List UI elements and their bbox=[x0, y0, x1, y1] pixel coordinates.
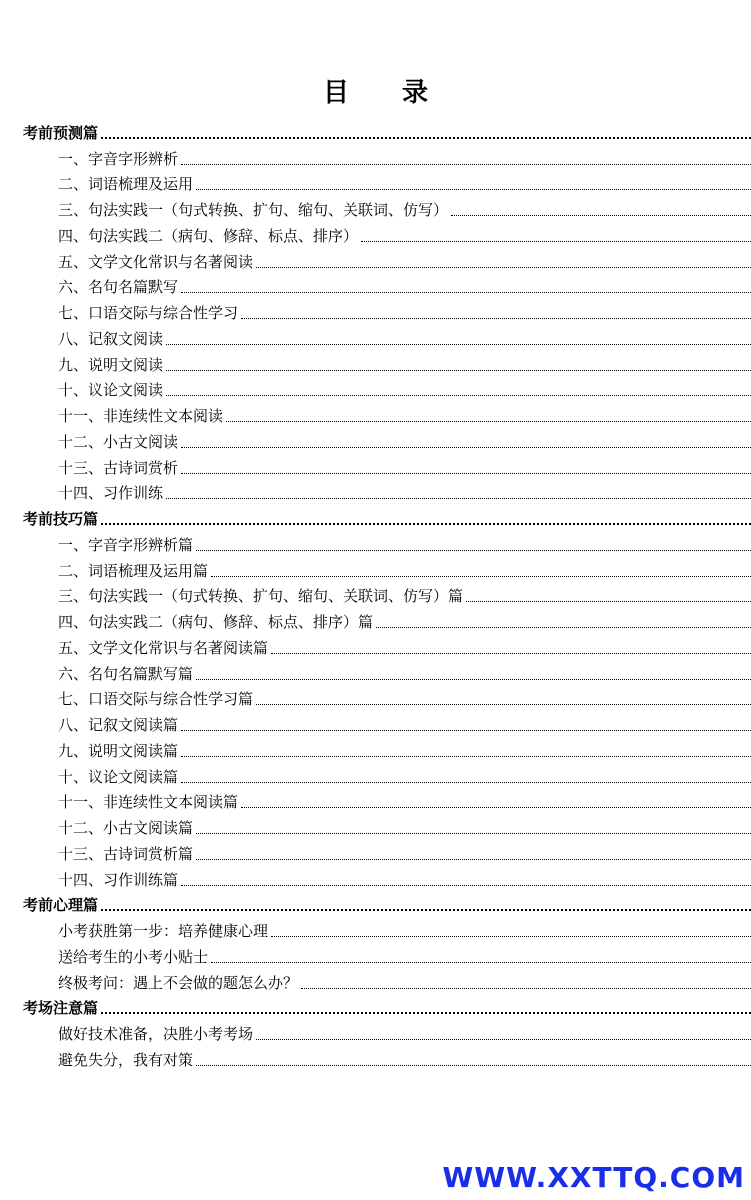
toc-entry[interactable] bbox=[0, 220, 751, 246]
toc-entry[interactable] bbox=[0, 478, 751, 504]
toc-dot-leader bbox=[101, 523, 751, 525]
toc-entry[interactable] bbox=[0, 735, 751, 761]
toc-entry[interactable] bbox=[0, 606, 751, 632]
toc-dot-leader bbox=[101, 909, 751, 911]
toc-entry[interactable] bbox=[0, 426, 751, 452]
toc-dot-leader bbox=[101, 1012, 751, 1014]
toc-entry-label: 小考获胜第一步：培养健康心理 bbox=[58, 922, 269, 940]
toc-entry-label: 一、字音字形辨析篇 bbox=[58, 535, 194, 554]
toc-entry[interactable] bbox=[0, 967, 751, 993]
toc-entry[interactable] bbox=[0, 812, 751, 838]
toc-entry[interactable] bbox=[0, 915, 751, 941]
toc-entry[interactable] bbox=[0, 297, 751, 323]
toc-dot-leader bbox=[181, 756, 751, 757]
toc-entry[interactable] bbox=[0, 246, 751, 272]
toc-entry-label: 三、句法实践一（句式转换、扩句、缩句、关联词、仿写） bbox=[58, 201, 449, 219]
toc-entry-label: 七、口语交际与综合性学习篇 bbox=[58, 690, 254, 709]
toc-entry[interactable] bbox=[0, 632, 751, 658]
toc-entry-label: 十三、古诗词赏析 bbox=[58, 458, 179, 477]
toc-entry-label: 终极考问：遇上不会做的题怎么办？ bbox=[58, 973, 299, 992]
toc-section-label: 考前心理篇 bbox=[23, 896, 99, 915]
toc-entry-label: 做好技术准备，决胜小考考场 bbox=[58, 1025, 254, 1043]
toc-entry-label: 六、名句名篇默写篇 bbox=[58, 664, 194, 683]
toc-section-label: 考场注意篇 bbox=[23, 999, 99, 1018]
toc-entry-label: 八、记叙文阅读篇 bbox=[58, 716, 179, 734]
toc-entry-label: 五、文学文化常识与名著阅读篇 bbox=[58, 638, 269, 657]
toc-entry[interactable] bbox=[0, 375, 751, 401]
toc-dot-leader bbox=[196, 550, 751, 551]
page-title: 目 录 bbox=[322, 78, 451, 108]
toc-dot-leader bbox=[181, 447, 751, 448]
toc-dot-leader bbox=[256, 267, 751, 268]
toc-dot-leader bbox=[181, 473, 751, 474]
toc-entry-label: 九、说明文阅读篇 bbox=[58, 741, 179, 760]
toc-entry[interactable] bbox=[0, 323, 751, 349]
toc-section-heading[interactable] bbox=[0, 993, 751, 1019]
toc-dot-leader bbox=[256, 1039, 751, 1040]
toc-entry[interactable] bbox=[0, 864, 751, 890]
toc-entry[interactable] bbox=[0, 143, 751, 169]
toc-entry[interactable] bbox=[0, 169, 751, 195]
toc-dot-leader bbox=[196, 859, 751, 860]
toc-entry[interactable] bbox=[0, 194, 751, 220]
toc-entry-label: 十四、习作训练 bbox=[58, 484, 164, 503]
toc-dot-leader bbox=[241, 318, 751, 319]
toc-section-heading[interactable] bbox=[0, 117, 751, 143]
toc-entry[interactable] bbox=[0, 658, 751, 684]
toc-dot-leader bbox=[196, 833, 751, 834]
toc-entry[interactable] bbox=[0, 529, 751, 555]
table-of-contents bbox=[0, 117, 751, 1070]
toc-dot-leader bbox=[101, 137, 751, 139]
toc-dot-leader bbox=[271, 936, 751, 937]
toc-dot-leader bbox=[241, 807, 751, 808]
toc-entry-label: 八、记叙文阅读 bbox=[58, 329, 164, 348]
toc-entry-label: 一、字音字形辨析 bbox=[58, 149, 179, 168]
toc-entry-label: 七、口语交际与综合性学习 bbox=[58, 304, 239, 322]
toc-entry[interactable] bbox=[0, 787, 751, 813]
toc-entry-label: 四、句法实践二（病句、修辞、标点、排序）篇 bbox=[58, 613, 374, 631]
toc-dot-leader bbox=[376, 627, 751, 628]
toc-entry[interactable] bbox=[0, 1044, 751, 1070]
toc-entry[interactable] bbox=[0, 349, 751, 375]
toc-entry-label: 六、名句名篇默写 bbox=[58, 278, 179, 297]
toc-section-heading[interactable] bbox=[0, 503, 751, 529]
toc-entry[interactable] bbox=[0, 272, 751, 298]
toc-dot-leader bbox=[166, 498, 751, 499]
toc-entry-label: 十三、古诗词赏析篇 bbox=[58, 844, 194, 863]
toc-entry-label: 三、句法实践一（句式转换、扩句、缩句、关联词、仿写）篇 bbox=[58, 587, 464, 606]
toc-entry-label: 二、词语梳理及运用 bbox=[58, 175, 194, 194]
toc-entry-label: 避免失分，我有对策 bbox=[58, 1050, 194, 1069]
toc-dot-leader bbox=[211, 576, 751, 577]
toc-entry-label: 十二、小古文阅读篇 bbox=[58, 819, 194, 837]
toc-dot-leader bbox=[181, 885, 751, 886]
toc-entry-label: 九、说明文阅读 bbox=[58, 355, 164, 374]
toc-dot-leader bbox=[166, 344, 751, 345]
toc-entry-label: 十一、非连续性文本阅读篇 bbox=[58, 793, 239, 812]
toc-entry[interactable] bbox=[0, 1018, 751, 1044]
toc-dot-leader bbox=[196, 189, 751, 190]
toc-entry[interactable] bbox=[0, 941, 751, 967]
toc-entry-label: 二、词语梳理及运用篇 bbox=[58, 561, 209, 580]
toc-entry[interactable] bbox=[0, 709, 751, 735]
toc-entry-label: 十四、习作训练篇 bbox=[58, 870, 179, 889]
toc-dot-leader bbox=[196, 679, 751, 680]
toc-dot-leader bbox=[211, 962, 751, 963]
toc-entry[interactable] bbox=[0, 555, 751, 581]
toc-dot-leader bbox=[181, 730, 751, 731]
toc-dot-leader bbox=[181, 292, 751, 293]
toc-entry-label: 送给考生的小考小贴士 bbox=[58, 947, 209, 966]
watermark: WWW.XXTTQ.COM bbox=[442, 1161, 745, 1194]
toc-entry-label: 十、议论文阅读 bbox=[58, 381, 164, 400]
toc-section-heading[interactable] bbox=[0, 890, 751, 916]
toc-entry-label: 十二、小古文阅读 bbox=[58, 432, 179, 451]
toc-dot-leader bbox=[451, 215, 751, 216]
toc-dot-leader bbox=[301, 988, 751, 989]
toc-entry-label: 四、句法实践二（病句、修辞、标点、排序） bbox=[58, 226, 359, 245]
toc-dot-leader bbox=[181, 164, 751, 165]
toc-dot-leader bbox=[226, 421, 751, 422]
toc-dot-leader bbox=[166, 395, 751, 396]
toc-section-label: 考前预测篇 bbox=[23, 123, 99, 142]
toc-entry[interactable] bbox=[0, 838, 751, 864]
toc-entry[interactable] bbox=[0, 452, 751, 478]
toc-dot-leader bbox=[196, 1065, 751, 1066]
toc-dot-leader bbox=[361, 241, 751, 242]
toc-entry-label: 十、议论文阅读篇 bbox=[58, 767, 179, 786]
toc-dot-leader bbox=[181, 782, 751, 783]
toc-entry[interactable] bbox=[0, 581, 751, 607]
toc-entry-label: 十一、非连续性文本阅读 bbox=[58, 407, 224, 425]
toc-dot-leader bbox=[256, 704, 751, 705]
toc-entry-label: 五、文学文化常识与名著阅读 bbox=[58, 252, 254, 271]
toc-entry[interactable] bbox=[0, 761, 751, 787]
toc-entry[interactable] bbox=[0, 684, 751, 710]
toc-dot-leader bbox=[271, 653, 751, 654]
toc-dot-leader bbox=[466, 601, 751, 602]
toc-dot-leader bbox=[166, 370, 751, 371]
toc-entry[interactable] bbox=[0, 400, 751, 426]
toc-section-label: 考前技巧篇 bbox=[23, 510, 99, 528]
